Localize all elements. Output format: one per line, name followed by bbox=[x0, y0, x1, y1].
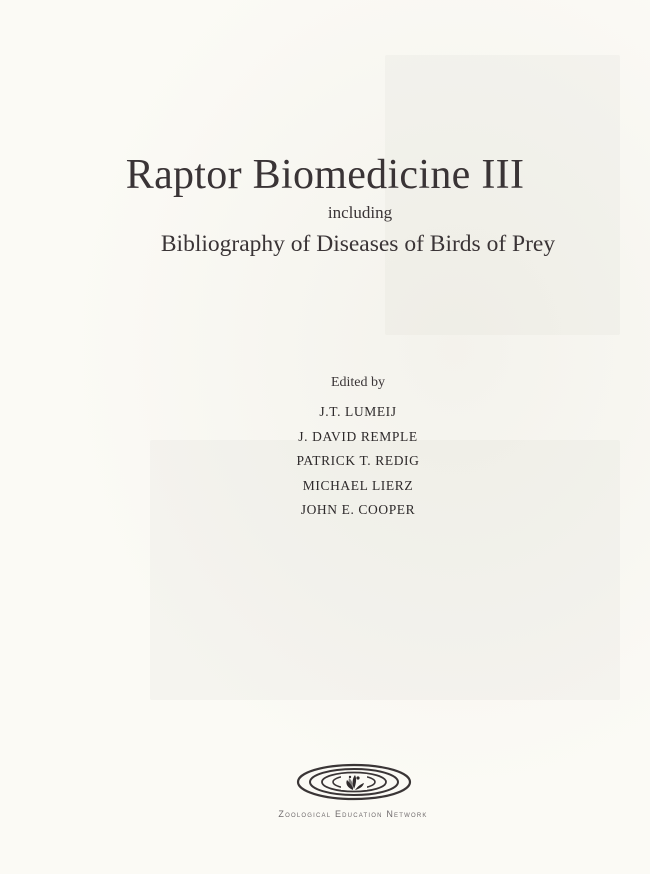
editor-name: J.T. LUMEIJ bbox=[319, 404, 397, 419]
book-subtitle: Bibliography of Diseases of Birds of Prey bbox=[160, 231, 556, 257]
title-connector: including bbox=[327, 203, 393, 222]
editor-name: PATRICK T. REDIG bbox=[296, 453, 420, 468]
edited-by-label: Edited by bbox=[330, 375, 386, 390]
editor-name: MICHAEL LIERZ bbox=[302, 477, 414, 493]
editor-name: J. DAVID REMPLE bbox=[298, 428, 418, 444]
book-title: Raptor Biomedicine III bbox=[125, 152, 525, 198]
nested-rings-leaf-icon bbox=[296, 762, 412, 802]
publisher-name: Zoological Education Network bbox=[278, 809, 428, 819]
editors-block bbox=[0, 374, 650, 523]
editor-name: JOHN E. COOPER bbox=[300, 502, 416, 517]
